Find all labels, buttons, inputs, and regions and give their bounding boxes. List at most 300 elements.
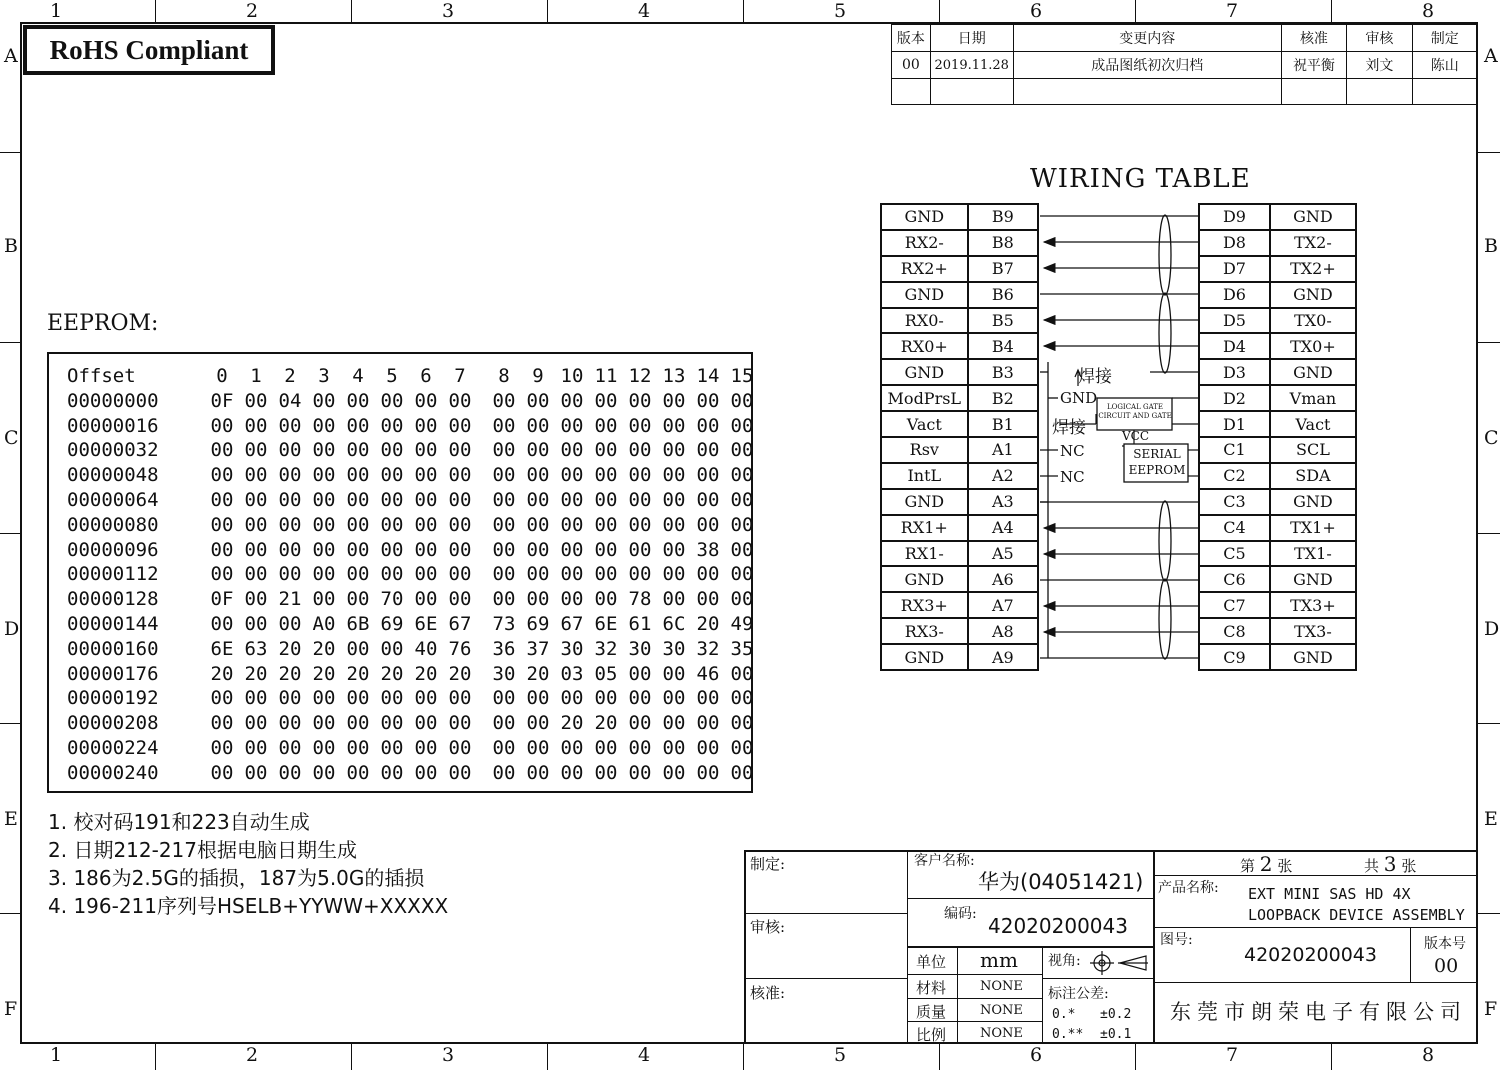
eeprom-byte-cell: 00 <box>210 538 234 561</box>
eeprom-byte-cell: 12 <box>628 365 652 387</box>
wiring-signal-cell: TX2- <box>1270 230 1356 256</box>
eeprom-byte-cell: 32 <box>594 637 618 660</box>
eeprom-byte-cell: 00 <box>210 761 234 784</box>
eeprom-byte-cell: 00 <box>210 414 234 437</box>
reviewed-by-label: 审核: <box>750 918 786 936</box>
wiring-signal-cell: GND <box>1270 566 1356 592</box>
eeprom-byte-cell: 00 <box>492 712 516 735</box>
eeprom-byte-cell: 00 <box>730 513 754 536</box>
wiring-row <box>881 282 1038 308</box>
eeprom-byte-cell: 6E <box>594 613 618 635</box>
eeprom-byte-cell: 00 <box>628 489 652 511</box>
view-angle-label: 视角: <box>1048 953 1081 969</box>
eeprom-byte-cell: 00 <box>278 712 302 735</box>
eeprom-byte-cell: 00 <box>346 538 370 561</box>
eeprom-byte-cell: 35 <box>730 637 754 660</box>
eeprom-byte-cell: 36 <box>492 637 516 660</box>
eeprom-byte-cell: 00 <box>662 439 686 462</box>
eeprom-byte-cell: 00 <box>448 563 472 586</box>
eeprom-byte-cell: 21 <box>278 588 302 611</box>
eeprom-byte-cell: 00 <box>380 389 404 412</box>
eeprom-byte-cell: 00 <box>346 389 370 412</box>
eeprom-byte-cell: 00 <box>560 588 584 611</box>
eeprom-byte-cell: 70 <box>380 588 404 611</box>
eeprom-byte-cell: 00 <box>210 513 234 536</box>
wiring-pin-cell: A4 <box>968 515 1038 541</box>
eeprom-byte-cell: 00 <box>560 737 584 759</box>
eeprom-byte-cell: 0 <box>216 365 228 387</box>
eeprom-byte-cell: 00 <box>696 712 720 735</box>
eeprom-byte-cell: 00 <box>628 712 652 735</box>
eeprom-byte-cell: 00 <box>492 464 516 487</box>
wiring-row <box>881 359 1038 385</box>
wiring-row <box>1199 256 1356 282</box>
eeprom-byte-cell: 00 <box>244 414 268 437</box>
wiring-row <box>1199 592 1356 618</box>
eeprom-byte-cell: 00 <box>662 588 686 611</box>
tolerance-1-key: 0.* <box>1052 1007 1076 1022</box>
wiring-pin-cell: D8 <box>1199 230 1270 256</box>
wiring-pin-cell: D5 <box>1199 308 1270 334</box>
eeprom-byte-cell: 00 <box>628 761 652 784</box>
zone-row-c: C <box>4 427 19 449</box>
weld-label-2: 焊接 <box>1052 418 1086 438</box>
eeprom-byte-cell: 61 <box>628 613 652 635</box>
eeprom-byte-cell: 3 <box>318 365 330 387</box>
eeprom-byte-cell: 00 <box>696 439 720 462</box>
eeprom-offset-cell: 00000160 <box>67 637 159 660</box>
eeprom-byte-cell: 00 <box>448 588 472 611</box>
eeprom-byte-cell: 00 <box>662 464 686 487</box>
eeprom-byte-cell: 00 <box>210 489 234 511</box>
customer-label: 客户名称: <box>914 853 975 869</box>
eeprom-byte-cell: 00 <box>278 538 302 561</box>
eeprom-byte-cell: 00 <box>526 489 550 511</box>
eeprom-byte-cell: 00 <box>448 414 472 437</box>
wiring-row <box>1199 385 1356 411</box>
eeprom-byte-cell: 00 <box>244 712 268 735</box>
eeprom-byte-cell: 00 <box>244 389 268 412</box>
eeprom-byte-cell: 10 <box>560 365 584 387</box>
eeprom-byte-cell: 00 <box>526 737 550 759</box>
eeprom-byte-cell: 00 <box>560 687 584 710</box>
eeprom-byte-cell: 00 <box>380 563 404 586</box>
eeprom-byte-cell: 00 <box>312 513 336 536</box>
serial-eeprom-text: SERIAL EEPROM <box>1128 447 1186 477</box>
eeprom-byte-cell: 00 <box>312 489 336 511</box>
eeprom-byte-cell: 32 <box>696 637 720 660</box>
note-2: 2. 日期212-217根据电脑日期生成 <box>48 838 358 862</box>
code-label: 编码: <box>944 906 977 922</box>
eeprom-byte-cell: 00 <box>244 489 268 511</box>
eeprom-byte-cell: 00 <box>526 588 550 611</box>
eeprom-byte-cell: 00 <box>380 761 404 784</box>
tolerance-2-key: 0.** <box>1052 1027 1084 1042</box>
scale-value: NONE <box>980 1026 1023 1041</box>
eeprom-byte-cell: 00 <box>210 439 234 462</box>
product-name-line2: LOOPBACK DEVICE ASSEMBLY <box>1248 906 1465 924</box>
eeprom-byte-cell: 15 <box>730 365 754 387</box>
wiring-signal-cell: SDA <box>1270 463 1356 489</box>
wiring-signal-cell: TX1- <box>1270 541 1356 567</box>
wiring-signal-cell: RX0- <box>881 308 968 334</box>
eeprom-byte-cell: 00 <box>662 563 686 586</box>
wiring-pin-cell: C8 <box>1199 618 1270 644</box>
eeprom-wires <box>1188 450 1198 476</box>
wiring-signal-cell: Vman <box>1270 385 1356 411</box>
eeprom-byte-cell: 20 <box>312 662 336 685</box>
eeprom-byte-cell: 00 <box>414 414 438 437</box>
wiring-row <box>881 256 1038 282</box>
eeprom-byte-cell: 63 <box>244 637 268 660</box>
pair-lines-bottom <box>1040 502 1198 658</box>
eeprom-byte-cell: 00 <box>730 687 754 710</box>
wiring-row <box>881 566 1038 592</box>
eeprom-byte-cell: 37 <box>526 637 550 660</box>
eeprom-byte-cell: 00 <box>526 538 550 561</box>
wiring-row <box>1199 541 1356 567</box>
eeprom-byte-cell: 00 <box>244 613 268 635</box>
zone-row-b: B <box>4 235 18 257</box>
eeprom-byte-cell: 00 <box>210 687 234 710</box>
revision-empty-row <box>892 79 1478 105</box>
eeprom-byte-cell: 00 <box>346 712 370 735</box>
eeprom-byte-cell: 00 <box>560 414 584 437</box>
eeprom-byte-cell: 00 <box>696 513 720 536</box>
customer-value: 华为(04051421) <box>978 870 1144 894</box>
shield-ellipses <box>1159 215 1171 659</box>
eeprom-byte-cell: 00 <box>448 737 472 759</box>
eeprom-byte-cell: 00 <box>492 538 516 561</box>
zone-col-3-bottom: 3 <box>442 1044 455 1066</box>
eeprom-byte-cell: 69 <box>380 613 404 635</box>
wiring-pin-cell: A8 <box>968 618 1038 644</box>
wiring-pin-cell: B2 <box>968 385 1038 411</box>
zone-row-e-right: E <box>1484 808 1498 830</box>
zone-row-b-right: B <box>1484 235 1498 257</box>
wiring-row <box>881 515 1038 541</box>
eeprom-byte-cell: 00 <box>448 712 472 735</box>
wiring-pin-cell: C5 <box>1199 541 1270 567</box>
eeprom-byte-cell: 20 <box>594 712 618 735</box>
wiring-signal-cell: ModPrsL <box>881 385 968 411</box>
eeprom-byte-cell: 00 <box>380 712 404 735</box>
eeprom-byte-cell: 00 <box>662 389 686 412</box>
eeprom-byte-cell: 00 <box>526 414 550 437</box>
eeprom-byte-cell: 00 <box>628 513 652 536</box>
eeprom-offset-cell: 00000208 <box>67 712 159 735</box>
revision-table <box>891 24 1478 105</box>
rev-version: 00 <box>892 52 931 79</box>
eeprom-byte-cell: 00 <box>448 439 472 462</box>
eeprom-byte-cell: 00 <box>278 613 302 635</box>
eeprom-byte-cell: 00 <box>594 687 618 710</box>
eeprom-byte-cell: 00 <box>594 563 618 586</box>
wiring-row <box>1199 463 1356 489</box>
eeprom-offset-cell: 00000064 <box>67 489 159 511</box>
wiring-pin-cell: A7 <box>968 592 1038 618</box>
eeprom-byte-cell: 00 <box>414 737 438 759</box>
eeprom-byte-cell: 00 <box>312 761 336 784</box>
nc-lines <box>1040 450 1058 476</box>
eeprom-byte-cell: 00 <box>730 464 754 487</box>
wiring-pin-cell: C7 <box>1199 592 1270 618</box>
zone-col-4-bottom: 4 <box>638 1044 651 1066</box>
eeprom-byte-cell: 00 <box>628 563 652 586</box>
vcc-label: VCC <box>1122 429 1150 443</box>
eeprom-byte-cell: 00 <box>492 389 516 412</box>
wiring-signal-cell: TX3- <box>1270 618 1356 644</box>
eeprom-byte-cell: 00 <box>278 439 302 462</box>
eeprom-byte-cell: 00 <box>594 737 618 759</box>
tolerance-2-value: ±0.1 <box>1100 1027 1132 1042</box>
eeprom-byte-cell: 00 <box>414 588 438 611</box>
eeprom-byte-cell: 00 <box>696 563 720 586</box>
wiring-row <box>1199 333 1356 359</box>
mass-label: 质量 <box>916 1003 947 1021</box>
wiring-pin-cell: A9 <box>968 644 1038 670</box>
wiring-pin-cell: A3 <box>968 489 1038 515</box>
eeprom-byte-cell: 00 <box>312 464 336 487</box>
eeprom-byte-cell: 4 <box>352 365 364 387</box>
wiring-right-table <box>1198 203 1357 671</box>
logic-gate-text: LOGICAL GATE CIRCUIT AND GATE <box>1098 403 1172 420</box>
eeprom-byte-cell: 00 <box>448 761 472 784</box>
eeprom-byte-cell: 00 <box>448 464 472 487</box>
eeprom-byte-cell: 00 <box>244 737 268 759</box>
wiring-row <box>1199 282 1356 308</box>
eeprom-byte-cell: 00 <box>696 489 720 511</box>
eeprom-byte-cell: 00 <box>492 414 516 437</box>
eeprom-offset-cell: 00000192 <box>67 687 159 710</box>
eeprom-byte-cell: 20 <box>210 662 234 685</box>
eeprom-byte-cell: 00 <box>414 761 438 784</box>
total-sheets: 共 3 张 <box>1364 852 1417 876</box>
wiring-left-table <box>880 203 1039 671</box>
rev-approver: 祝平衡 <box>1281 52 1346 79</box>
zone-row-d: D <box>4 618 20 640</box>
scale-label: 比例 <box>916 1026 947 1044</box>
eeprom-byte-cell: 00 <box>730 588 754 611</box>
eeprom-byte-cell: 00 <box>244 563 268 586</box>
eeprom-byte-cell: 00 <box>380 637 404 660</box>
wiring-signal-cell: TX0+ <box>1270 333 1356 359</box>
rev-author: 陈山 <box>1412 52 1477 79</box>
eeprom-byte-cell: 00 <box>662 489 686 511</box>
material-label: 材料 <box>916 979 947 997</box>
zone-col-4: 4 <box>638 0 651 22</box>
eeprom-byte-cell: 00 <box>628 414 652 437</box>
eeprom-byte-cell: 00 <box>594 513 618 536</box>
note-3: 3. 186为2.5G的插损，187为5.0G的插损 <box>48 866 425 890</box>
wiring-row <box>1199 489 1356 515</box>
eeprom-byte-cell: 00 <box>312 687 336 710</box>
eeprom-byte-cell: 11 <box>594 365 618 387</box>
eeprom-byte-cell: 00 <box>448 538 472 561</box>
eeprom-byte-cell: 00 <box>210 712 234 735</box>
wiring-signal-cell: TX1+ <box>1270 515 1356 541</box>
eeprom-byte-cell: 00 <box>312 439 336 462</box>
company-name: 东莞市朗荣电子有限公司 <box>1170 1000 1467 1024</box>
wiring-signal-cell: GND <box>881 566 968 592</box>
sheet-number: 第 2 张 <box>1240 852 1293 876</box>
eeprom-byte-cell: 20 <box>346 662 370 685</box>
wiring-signal-cell: GND <box>1270 359 1356 385</box>
eeprom-byte-cell: 00 <box>594 588 618 611</box>
eeprom-byte-cell: 6 <box>420 365 432 387</box>
material-value: NONE <box>980 979 1023 994</box>
zone-col-7: 7 <box>1226 0 1239 22</box>
note-4: 4. 196-211序列号HSELB+YYWW+XXXXX <box>48 894 449 918</box>
eeprom-byte-cell: 9 <box>532 365 544 387</box>
eeprom-byte-cell: 00 <box>628 538 652 561</box>
zone-col-5-bottom: 5 <box>834 1044 847 1066</box>
approved-by-label: 核准: <box>750 984 786 1002</box>
wiring-row <box>1199 515 1356 541</box>
eeprom-byte-cell: 00 <box>244 464 268 487</box>
eeprom-byte-cell: 00 <box>380 538 404 561</box>
eeprom-byte-cell: 00 <box>210 613 234 635</box>
eeprom-byte-cell: 00 <box>380 439 404 462</box>
eeprom-byte-cell: 6E <box>414 613 438 635</box>
eeprom-byte-cell: 00 <box>696 389 720 412</box>
eeprom-byte-cell: 00 <box>414 687 438 710</box>
wiring-signal-cell: Vact <box>1270 411 1356 437</box>
weld-label-1: 焊接 <box>1078 367 1112 387</box>
eeprom-byte-cell: 00 <box>526 687 550 710</box>
tolerance-1-value: ±0.2 <box>1100 1007 1132 1022</box>
wiring-pin-cell: A6 <box>968 566 1038 592</box>
eeprom-byte-cell: 00 <box>628 687 652 710</box>
eeprom-byte-cell: 20 <box>414 662 438 685</box>
eeprom-byte-cell: 00 <box>560 389 584 412</box>
eeprom-byte-cell: 00 <box>244 588 268 611</box>
revision-header-row <box>892 25 1478 52</box>
rev-header-change: 变更内容 <box>1013 25 1281 52</box>
eeprom-byte-cell: 00 <box>312 737 336 759</box>
eeprom-byte-cell: 00 <box>594 389 618 412</box>
wiring-signal-cell: RX3- <box>881 618 968 644</box>
eeprom-byte-cell: 00 <box>628 439 652 462</box>
product-name-line1: EXT MINI SAS HD 4X <box>1248 885 1411 903</box>
rev-date: 2019.11.28 <box>930 52 1013 79</box>
wiring-signal-cell: Rsv <box>881 437 968 463</box>
eeprom-byte-cell: 6B <box>346 613 370 635</box>
eeprom-byte-cell: 30 <box>492 662 516 685</box>
eeprom-byte-cell: 00 <box>312 563 336 586</box>
eeprom-byte-cell: 8 <box>498 365 510 387</box>
eeprom-byte-cell: 78 <box>628 588 652 611</box>
wiring-signal-cell: GND <box>881 489 968 515</box>
wiring-row <box>881 204 1038 230</box>
nc-label-1: NC <box>1060 442 1085 460</box>
zone-row-f: F <box>4 998 18 1020</box>
eeprom-byte-cell: 73 <box>492 613 516 635</box>
eeprom-byte-cell: 20 <box>696 613 720 635</box>
eeprom-byte-cell: 00 <box>492 588 516 611</box>
eeprom-byte-cell: 00 <box>696 761 720 784</box>
rev-header-author: 制定 <box>1412 25 1477 52</box>
zone-col-1-bottom: 1 <box>50 1044 63 1066</box>
wiring-signal-cell: RX2- <box>881 230 968 256</box>
zone-row-e: E <box>4 808 18 830</box>
eeprom-byte-cell: 00 <box>414 563 438 586</box>
eeprom-byte-cell: 00 <box>278 464 302 487</box>
eeprom-byte-cell: 00 <box>526 563 550 586</box>
rev-change: 成品图纸初次归档 <box>1013 52 1281 79</box>
pair-lines-top <box>1040 216 1198 372</box>
eeprom-byte-cell: 00 <box>560 464 584 487</box>
eeprom-byte-cell: 00 <box>662 513 686 536</box>
eeprom-byte-cell: 00 <box>526 761 550 784</box>
eeprom-byte-cell: 40 <box>414 637 438 660</box>
eeprom-byte-cell: 00 <box>312 712 336 735</box>
wiring-signal-cell: TX0- <box>1270 308 1356 334</box>
rev-header-version: 版本 <box>892 25 931 52</box>
wiring-signal-cell: GND <box>1270 644 1356 670</box>
eeprom-byte-cell: 00 <box>448 513 472 536</box>
wiring-row <box>1199 359 1356 385</box>
eeprom-byte-cell: 00 <box>346 687 370 710</box>
eeprom-byte-cell: 20 <box>380 662 404 685</box>
wiring-row <box>881 437 1038 463</box>
gnd-bus <box>1040 362 1058 658</box>
wiring-row <box>881 644 1038 670</box>
eeprom-byte-cell: 2 <box>284 365 296 387</box>
eeprom-byte-cell: 13 <box>662 365 686 387</box>
nc-label-2: NC <box>1060 468 1085 486</box>
wiring-pin-cell: B1 <box>968 411 1038 437</box>
wiring-pin-cell: B6 <box>968 282 1038 308</box>
wiring-signal-cell: RX0+ <box>881 333 968 359</box>
eeprom-byte-cell: 00 <box>414 513 438 536</box>
wiring-pin-cell: B5 <box>968 308 1038 334</box>
eeprom-byte-cell: 00 <box>594 439 618 462</box>
eeprom-byte-cell: 6C <box>662 613 686 635</box>
eeprom-byte-cell: 00 <box>526 712 550 735</box>
wiring-row <box>881 463 1038 489</box>
wiring-pin-cell: B8 <box>968 230 1038 256</box>
eeprom-offset-cell: 00000096 <box>67 538 159 561</box>
eeprom-offset-cell: 00000224 <box>67 737 159 759</box>
wiring-row <box>1199 437 1356 463</box>
eeprom-byte-cell: 00 <box>312 389 336 412</box>
eeprom-byte-cell: 00 <box>560 439 584 462</box>
wiring-table-title: WIRING TABLE <box>1030 164 1251 194</box>
wiring-pin-cell: B7 <box>968 256 1038 282</box>
zone-col-3: 3 <box>442 0 455 22</box>
eeprom-byte-cell: 00 <box>312 414 336 437</box>
wiring-row <box>1199 230 1356 256</box>
zone-col-7-bottom: 7 <box>1226 1044 1239 1066</box>
eeprom-byte-cell: 00 <box>560 563 584 586</box>
eeprom-offset-cell: 00000016 <box>67 414 159 437</box>
eeprom-byte-cell: 00 <box>380 414 404 437</box>
wiring-pin-cell: C6 <box>1199 566 1270 592</box>
eeprom-byte-cell: 00 <box>414 464 438 487</box>
eeprom-byte-cell: 30 <box>662 637 686 660</box>
eeprom-byte-cell: 00 <box>628 737 652 759</box>
eeprom-byte-cell: 00 <box>594 761 618 784</box>
wiring-signal-cell: GND <box>881 282 968 308</box>
eeprom-byte-cell: 00 <box>346 414 370 437</box>
wiring-row <box>881 489 1038 515</box>
wiring-pin-cell: D3 <box>1199 359 1270 385</box>
eeprom-byte-cell: 00 <box>312 588 336 611</box>
eeprom-byte-cell: 00 <box>380 489 404 511</box>
eeprom-byte-cell: 20 <box>278 662 302 685</box>
wiring-row <box>881 411 1038 437</box>
